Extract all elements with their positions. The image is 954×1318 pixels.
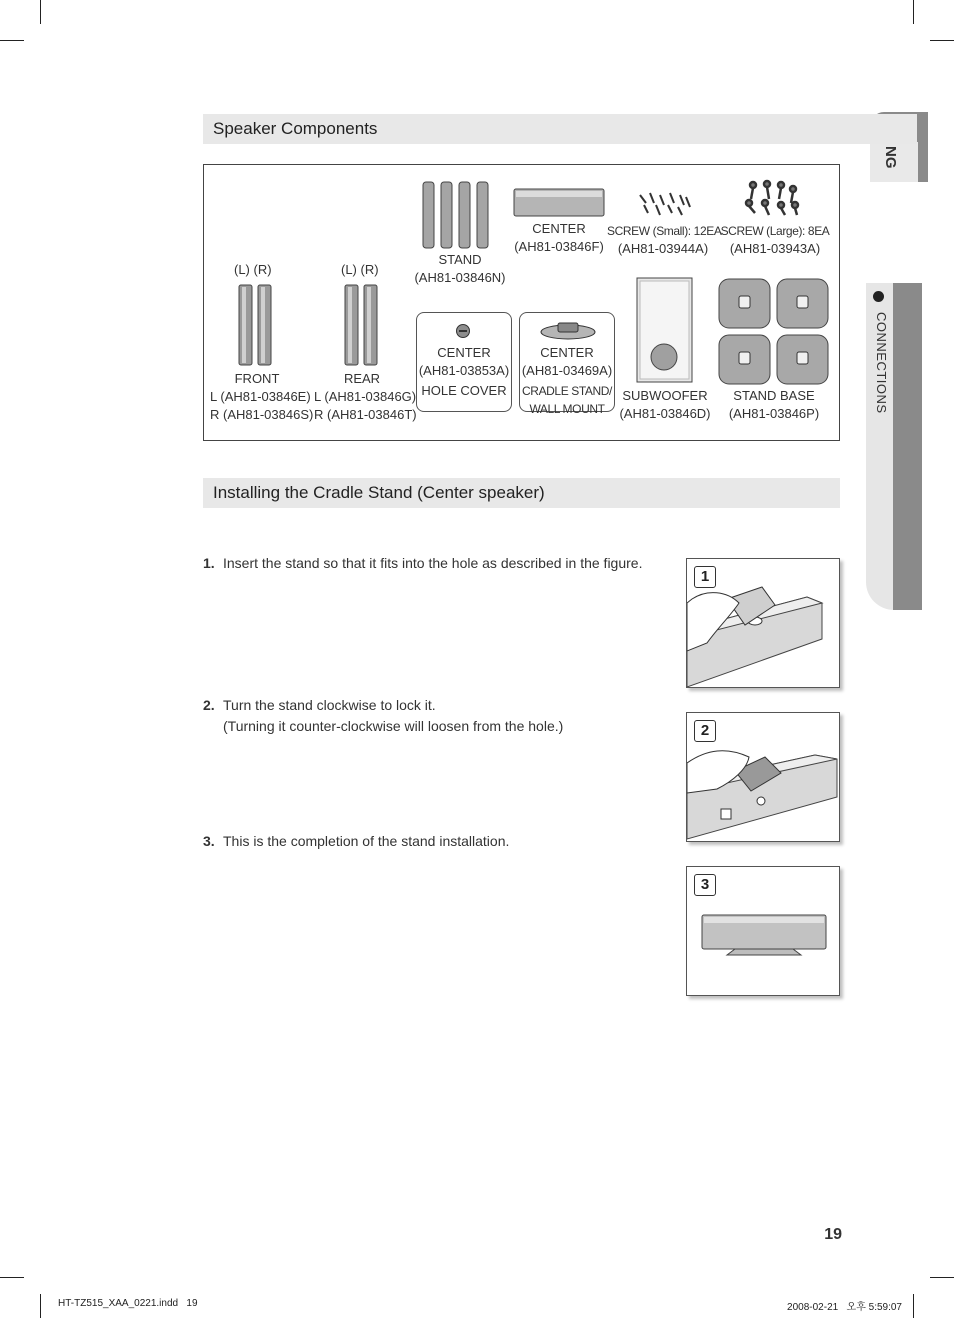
subwoofer-info: SUBWOOFER (AH81-03846D) <box>619 388 711 421</box>
screw-large-icon <box>741 179 803 219</box>
components-title: Speaker Components <box>203 114 917 144</box>
figure-1 <box>686 558 840 688</box>
crop-mark <box>913 0 914 24</box>
footer-file: HT-TZ515_XAA_0221.indd 19 <box>58 1298 198 1309</box>
hole-cover-icon <box>455 323 471 339</box>
figure-2-badge: 2 <box>694 720 716 742</box>
crop-mark <box>0 40 24 41</box>
footer-date: 2008-02-21 오후 5:59:07 <box>787 1302 902 1313</box>
figure-3 <box>686 866 840 996</box>
stand-base-info: STAND BASE (AH81-03846P) <box>728 388 820 421</box>
figure-2 <box>686 712 840 842</box>
components-box <box>203 164 840 441</box>
step-3: 3. This is the completion of the stand installation. <box>203 833 510 849</box>
page-number: 19 <box>824 1226 842 1243</box>
section-tab-label: CONNECTIONS <box>874 312 889 414</box>
side-tab-letters: NG <box>882 146 899 169</box>
bullet-icon <box>873 291 884 302</box>
rear-speaker-icon <box>342 283 382 368</box>
center-info: CENTER (AH81-03846F) <box>514 221 604 254</box>
stand-base-icon <box>717 277 831 387</box>
center-speaker-icon <box>512 187 607 219</box>
crop-mark <box>930 1277 954 1278</box>
stand-info: STAND (AH81-03846N) <box>414 252 506 285</box>
step-2: 2. Turn the stand clockwise to lock it. (Turning it counter-clockwise will loosen from the hole.) <box>203 697 564 734</box>
crop-mark <box>0 1277 24 1278</box>
hole-cover-info: CENTER (AH81-03853A) HOLE COVER <box>418 345 510 398</box>
front-lr-label: (L) (R) <box>234 262 272 277</box>
crop-mark <box>40 1294 41 1318</box>
front-info: FRONT L (AH81-03846E) R (AH81-03846S) <box>210 371 314 422</box>
figure-1-badge: 1 <box>694 566 716 588</box>
step-1: 1. Insert the stand so that it fits into the hole as described in the figure. <box>203 555 643 571</box>
subwoofer-icon <box>636 277 694 385</box>
cradle-info: CENTER (AH81-03469A) CRADLE STAND/ WALL MOUNT <box>521 345 613 416</box>
stand-icon <box>419 179 494 251</box>
cradle-stand-icon <box>538 320 598 342</box>
rear-lr-label: (L) (R) <box>341 262 379 277</box>
crop-mark <box>40 0 41 24</box>
screw-large-info: SCREW (Large): 8EA (AH81-03943A) <box>720 224 830 256</box>
figure-3-badge: 3 <box>694 874 716 896</box>
front-speaker-icon <box>236 283 276 368</box>
rear-info: REAR L (AH81-03846G) R (AH81-03846T) <box>314 371 417 422</box>
crop-mark <box>930 40 954 41</box>
screw-small-icon <box>634 189 694 217</box>
screw-small-info: SCREW (Small): 12EA (AH81-03944A) <box>607 224 722 256</box>
crop-mark <box>913 1294 914 1318</box>
install-title: Installing the Cradle Stand (Center speaker) <box>203 478 840 508</box>
